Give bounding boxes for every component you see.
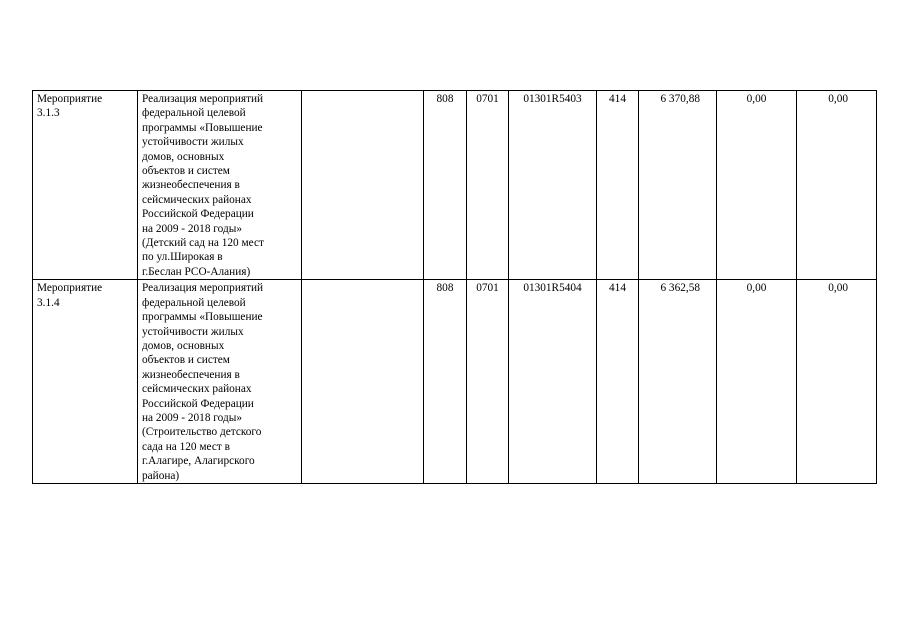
description-line: объектов и систем [142, 354, 230, 367]
event-label: Мероприятие [37, 93, 103, 105]
description-line: сейсмических районах [142, 383, 252, 396]
event-number: 3.1.4 [37, 296, 60, 309]
description-line: района) [142, 469, 180, 482]
description-line: домов, основных [142, 150, 225, 163]
description-line: на 2009 - 2018 годы» [142, 222, 242, 235]
description-line: Российской Федерации [142, 208, 254, 221]
rzpr-cell: 0701 [467, 91, 509, 280]
description-line: г.Беслан РСО-Алания) [142, 265, 251, 278]
description-line: Российской Федерации [142, 397, 254, 410]
description-line: устойчивости жилых [142, 325, 244, 338]
event-label: Мероприятие [37, 282, 103, 295]
description-line: сейсмических районах [142, 193, 252, 206]
event-cell [33, 280, 138, 484]
description-line: по ул.Широкая в [142, 251, 223, 264]
amount-3-cell: 0,00 [797, 91, 877, 280]
amount-1-cell: 6 370,88 [639, 91, 717, 280]
vr-cell: 414 [597, 91, 639, 280]
description-line: жизнеобеспечения в [142, 368, 240, 381]
event-cell [33, 91, 138, 280]
table-row [33, 91, 877, 280]
vr-cell: 414 [597, 280, 639, 484]
description-line: домов, основных [142, 339, 225, 352]
description-line: программы «Повышение [142, 311, 263, 324]
executor-cell [302, 91, 424, 280]
description-line: федеральной целевой [142, 107, 246, 120]
description-line: Реализация мероприятий [142, 282, 264, 295]
csr-cell: 01301R5403 [509, 91, 597, 280]
grbs-cell: 808 [424, 280, 467, 484]
table-row [33, 280, 877, 484]
description-line: программы «Повышение [142, 121, 263, 134]
rzpr-cell: 0701 [467, 280, 509, 484]
grbs-cell: 808 [424, 91, 467, 280]
event-number: 3.1.3 [37, 107, 60, 120]
amount-3-cell: 0,00 [797, 280, 877, 484]
description-line: Реализация мероприятий [142, 93, 264, 105]
budget-table [32, 90, 877, 484]
executor-cell [302, 280, 424, 484]
description-line: объектов и систем [142, 165, 230, 178]
description-cell [138, 280, 302, 484]
description-line: федеральной целевой [142, 296, 246, 309]
amount-2-cell: 0,00 [717, 91, 797, 280]
description-line: на 2009 - 2018 годы» [142, 411, 242, 424]
description-line: устойчивости жилых [142, 136, 244, 149]
csr-cell: 01301R5404 [509, 280, 597, 484]
amount-1-cell: 6 362,58 [639, 280, 717, 484]
description-line: сада на 120 мест в [142, 440, 230, 453]
description-line: (Строительство детского [142, 426, 262, 439]
description-line: (Детский сад на 120 мест [142, 237, 264, 250]
description-line: г.Алагире, Алагирского [142, 455, 255, 468]
description-cell [138, 91, 302, 280]
description-line: жизнеобеспечения в [142, 179, 240, 192]
amount-2-cell: 0,00 [717, 280, 797, 484]
